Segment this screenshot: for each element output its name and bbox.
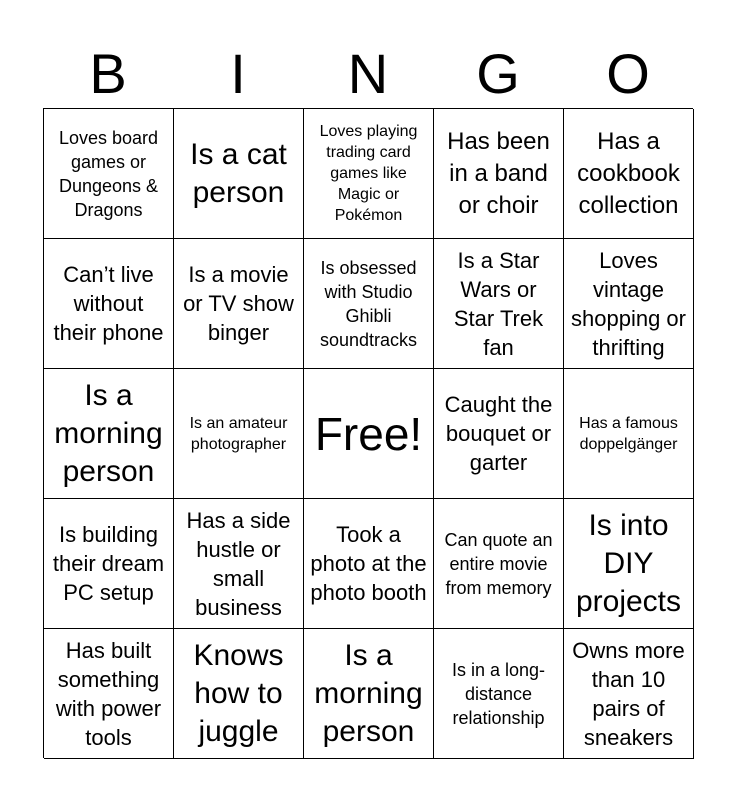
bingo-cell-r1-c1[interactable]: [44, 109, 174, 239]
bingo-cell-r2-c5[interactable]: [564, 239, 694, 369]
cell-text: Loves board games or Dungeons & Dragons: [58, 127, 159, 220]
cell-text: Is in a long-distance relationship: [451, 659, 546, 728]
cell-text: Is into DIY projects: [575, 508, 682, 618]
bingo-cell-r4-c4[interactable]: [434, 499, 564, 629]
bingo-cell-r3-c1[interactable]: [44, 369, 174, 499]
cell-text: Has been in a band or choir: [447, 127, 550, 219]
bingo-cell-r2-c4[interactable]: [434, 239, 564, 369]
cell-text: Is a morning person: [314, 638, 423, 748]
bingo-cell-r5-c4[interactable]: [434, 629, 564, 759]
bingo-card-grid: [43, 108, 693, 758]
cell-text: Took a photo at the photo booth: [310, 522, 427, 605]
bingo-cell-r1-c4[interactable]: [434, 109, 564, 239]
header-letter-b: B: [89, 42, 127, 105]
cell-text: Can quote an entire movie from memory: [444, 529, 553, 598]
header-letter-n: N: [347, 42, 389, 105]
cell-text: Has a side hustle or small business: [186, 507, 291, 620]
cell-text: Is a Star Wars or Star Trek fan: [453, 247, 544, 360]
cell-text: Knows how to juggle: [193, 638, 284, 748]
bingo-cell-r1-c5[interactable]: [564, 109, 694, 239]
header-letter-o: O: [606, 42, 650, 105]
cell-text: Loves vintage shopping or thrifting: [571, 247, 686, 360]
cell-text: Can’t live without their phone: [53, 262, 164, 345]
cell-text: Caught the bouquet or garter: [444, 392, 553, 475]
bingo-cell-r3-c2[interactable]: [174, 369, 304, 499]
bingo-cell-r4-c1[interactable]: [44, 499, 174, 629]
bingo-cell-r2-c1[interactable]: [44, 239, 174, 369]
bingo-cell-r3-c5[interactable]: [564, 369, 694, 499]
header-letter-g: G: [476, 42, 520, 105]
header-letter-i: I: [230, 42, 246, 105]
cell-text: Is a movie or TV show binger: [183, 262, 294, 345]
cell-text: Is building their dream PC setup: [52, 522, 165, 605]
bingo-cell-free[interactable]: [304, 369, 434, 499]
cell-text: Loves playing trading card games like Magic or Pokémon: [319, 123, 418, 224]
cell-text: Is a morning person: [54, 378, 163, 488]
cell-text: Is a cat person: [190, 137, 287, 209]
cell-text: Owns more than 10 pairs of sneakers: [572, 637, 685, 750]
bingo-cell-r2-c2[interactable]: [174, 239, 304, 369]
cell-text: Has built something with power tools: [55, 637, 162, 750]
bingo-cell-r3-c4[interactable]: [434, 369, 564, 499]
bingo-cell-r1-c3[interactable]: [304, 109, 434, 239]
cell-text: Free!: [314, 407, 423, 460]
cell-text: Has a famous doppelgänger: [579, 414, 678, 453]
cell-text: Is an amateur photographer: [189, 414, 288, 453]
bingo-cell-r2-c3[interactable]: [304, 239, 434, 369]
bingo-cell-r5-c5[interactable]: [564, 629, 694, 759]
bingo-cell-r5-c1[interactable]: [44, 629, 174, 759]
cell-text: Is obsessed with Studio Ghibli soundtracks: [319, 257, 418, 350]
bingo-cell-r4-c5[interactable]: [564, 499, 694, 629]
bingo-cell-r1-c2[interactable]: [174, 109, 304, 239]
cell-text: Has a cookbook collection: [577, 127, 680, 219]
bingo-cell-r5-c2[interactable]: [174, 629, 304, 759]
bingo-header: [43, 40, 693, 108]
bingo-cell-r4-c2[interactable]: [174, 499, 304, 629]
bingo-cell-r5-c3[interactable]: [304, 629, 434, 759]
bingo-cell-r4-c3[interactable]: [304, 499, 434, 629]
